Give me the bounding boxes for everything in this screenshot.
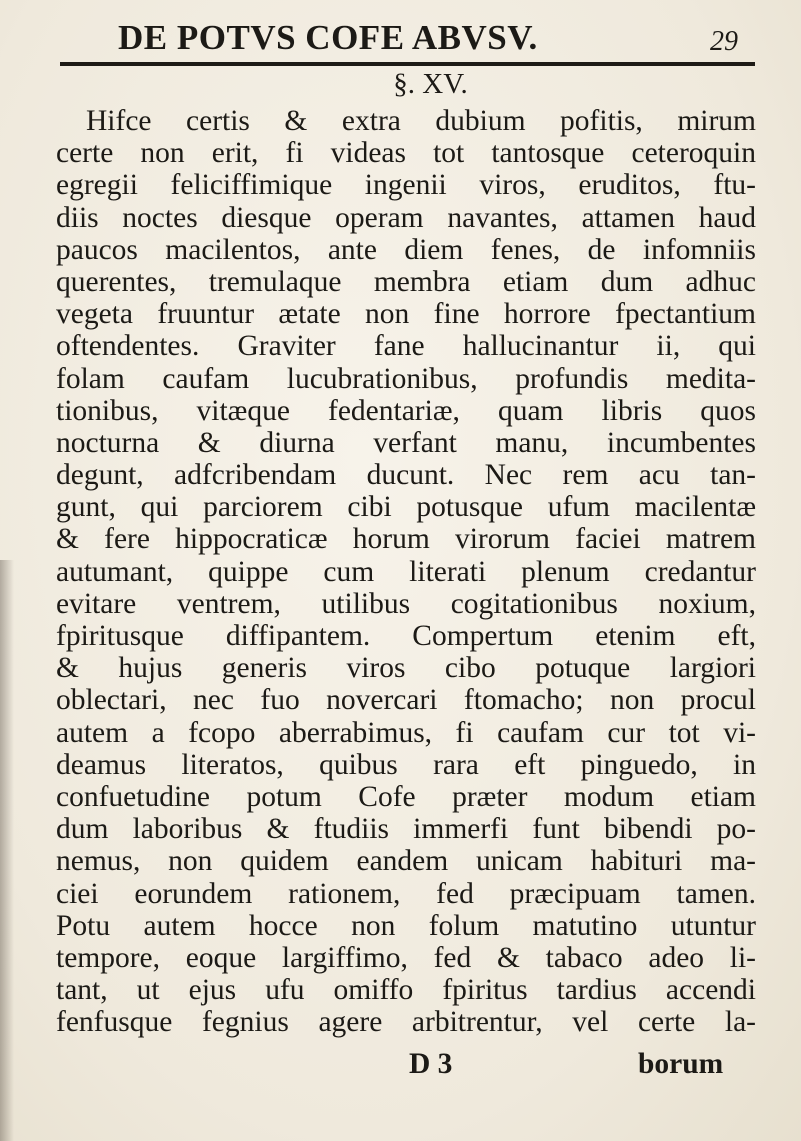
text-line: nemus, non quidem eandem unicam habituri ma- — [56, 845, 756, 878]
text-line: evitare ventrem, utilibus cogitationibus noxium, — [56, 587, 756, 620]
text-line: tant, ut ejus ufu omiffo fpiritus tardius accendi — [56, 974, 756, 1007]
text-line: tionibus, vitæque fedentariæ, quam libris quos — [56, 394, 756, 427]
text-line: oftendentes. Graviter fane hallucinantur ii, qui — [56, 330, 756, 363]
text-line: diis noctes diesque operam navantes, attamen haud — [56, 201, 756, 234]
text-line: Hifce certis & extra dubium pofitis, mirum — [86, 105, 756, 137]
text-line: ciei eorundem rationem, fed præcipuam tamen. — [56, 877, 756, 910]
text-line: dum laboribus & ftudiis immerfi funt bibendi po- — [56, 813, 756, 846]
body-text — [56, 105, 756, 1038]
text-line: autem a fcopo aberrabimus, fi caufam cur tot vi- — [56, 716, 756, 749]
text-line: fpiritusque diffipantem. Compertum etenim eft, — [56, 620, 756, 652]
gutter-shadow — [0, 560, 14, 1141]
text-line: Potu autem hocce non folum matutino utuntur — [56, 909, 756, 942]
text-line: folam caufam lucubrationibus, profundis medita- — [56, 362, 756, 395]
text-line: fenfusque fegnius agere arbitrentur, vel certe la- — [56, 1006, 756, 1039]
page-number: 29 — [710, 26, 738, 57]
text-line: vegeta fruuntur ætate non fine horrore fpectantium — [56, 298, 756, 331]
text-line: & hujus generis viros cibo potuque largiori — [56, 652, 756, 685]
catchword: borum — [638, 1048, 724, 1080]
header-rule — [60, 62, 755, 66]
running-head: DE POTVS COFE ABVSV. — [118, 18, 538, 57]
signature-mark: D 3 — [409, 1048, 453, 1080]
text-line: certe non erit, fi videas tot tantosque ceteroquin — [56, 137, 756, 170]
page-header — [60, 18, 750, 62]
text-line: degunt, adfcribendam ducunt. Nec rem acu tan- — [56, 459, 756, 492]
text-line: querentes, tremulaque membra etiam dum adhuc — [56, 265, 756, 298]
text-line: gunt, qui parciorem cibi potusque ufum macilentæ — [56, 491, 756, 524]
page-footer — [56, 1048, 756, 1080]
text-line: deamus literatos, quibus rara eft pinguedo, in — [56, 748, 756, 781]
text-line: paucos macilentos, ante diem fenes, de infomniis — [56, 233, 756, 266]
section-heading: §. XV. — [393, 68, 468, 100]
text-line: tempore, eoque largiffimo, fed & tabaco adeo li- — [56, 941, 756, 974]
text-line: oblectari, nec fuo novercari ftomacho; non procul — [56, 684, 756, 717]
text-line: egregii feliciffimique ingenii viros, eruditos, ftu- — [56, 169, 756, 202]
text-line: autumant, quippe cum literati plenum credantur — [56, 555, 756, 588]
text-line: confuetudine potum Cofe præter modum etiam — [56, 780, 756, 813]
text-line: & fere hippocraticæ horum virorum faciei matrem — [56, 523, 756, 556]
text-line: nocturna & diurna verfant manu, incumbentes — [56, 426, 756, 459]
